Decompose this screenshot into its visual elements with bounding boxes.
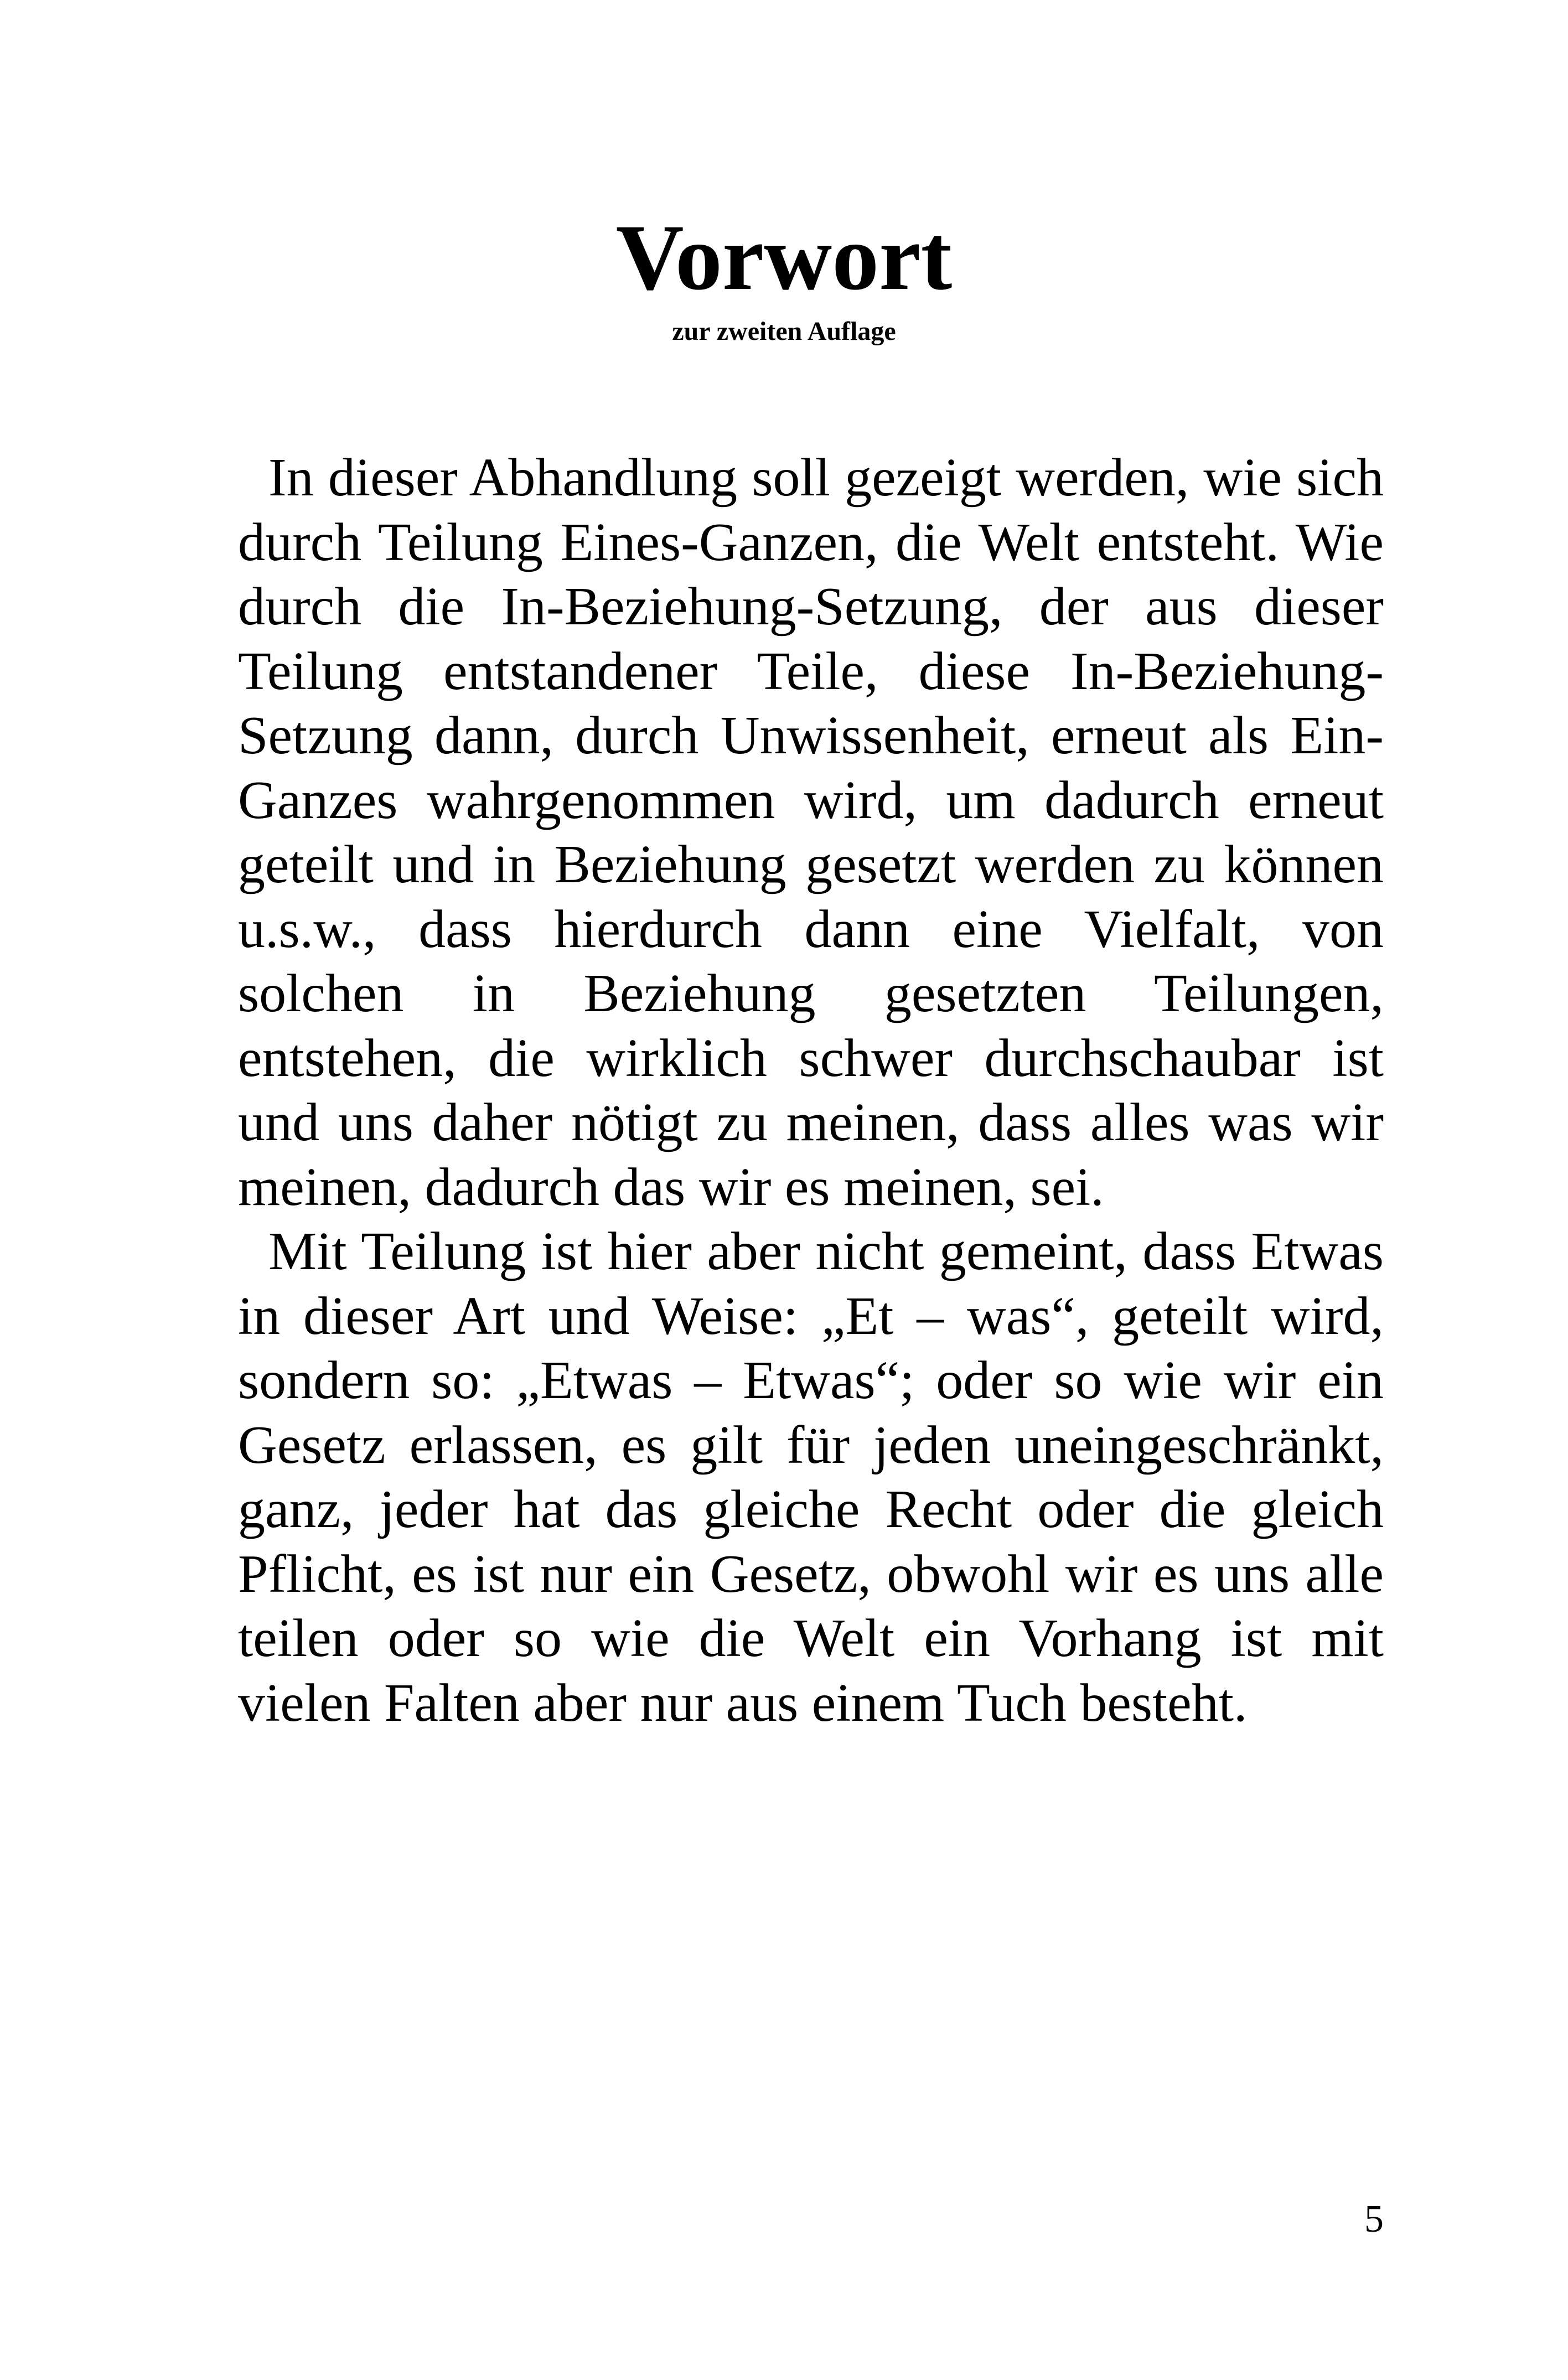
paragraph-2: Mit Teilung ist hier aber nicht gemeint, dass Etwas in dieser Art und Weise: „Et – was“, geteilt wird, sondern so: „Etwas – Etwas“; oder so wie wir ein Gesetz erlassen, es gilt für jeden uneingeschränkt, ganz, jeder hat das gleiche Recht oder die gleich Pflicht, es ist nur ein Gesetz, obwohl wir es uns alle teilen oder so wie die Welt ein Vorhang ist mit vielen Falten aber nur aus einem Tuch besteht. [238, 1222, 1384, 1733]
page-number: 5 [1364, 2198, 1384, 2241]
body-text [238, 446, 1384, 1735]
page-subtitle: zur zweiten Auflage [672, 317, 896, 346]
paragraph-1: In dieser Abhandlung soll gezeigt werden, wie sich durch Teilung Eines-Ganzen, die Welt entsteht. Wie durch die In-Beziehung-Setzung, der aus dieser Teilung entstandener Teile, diese In-Beziehung-Setzung dann, durch Unwissenheit, erneut als Ein-Ganzes wahrgenommen wird, um dadurch erneut geteilt und in Beziehung gesetzt werden zu können u.s.w., dass hierdurch dann eine Vielfalt, von solchen in Beziehung gesetzten Teilungen, entstehen, die wirklich schwer durchschaubar ist und uns daher nötigt zu meinen, dass alles was wir meinen, dadurch das wir es meinen, sei. [238, 448, 1384, 1217]
page-title: Vorwort [615, 205, 953, 309]
